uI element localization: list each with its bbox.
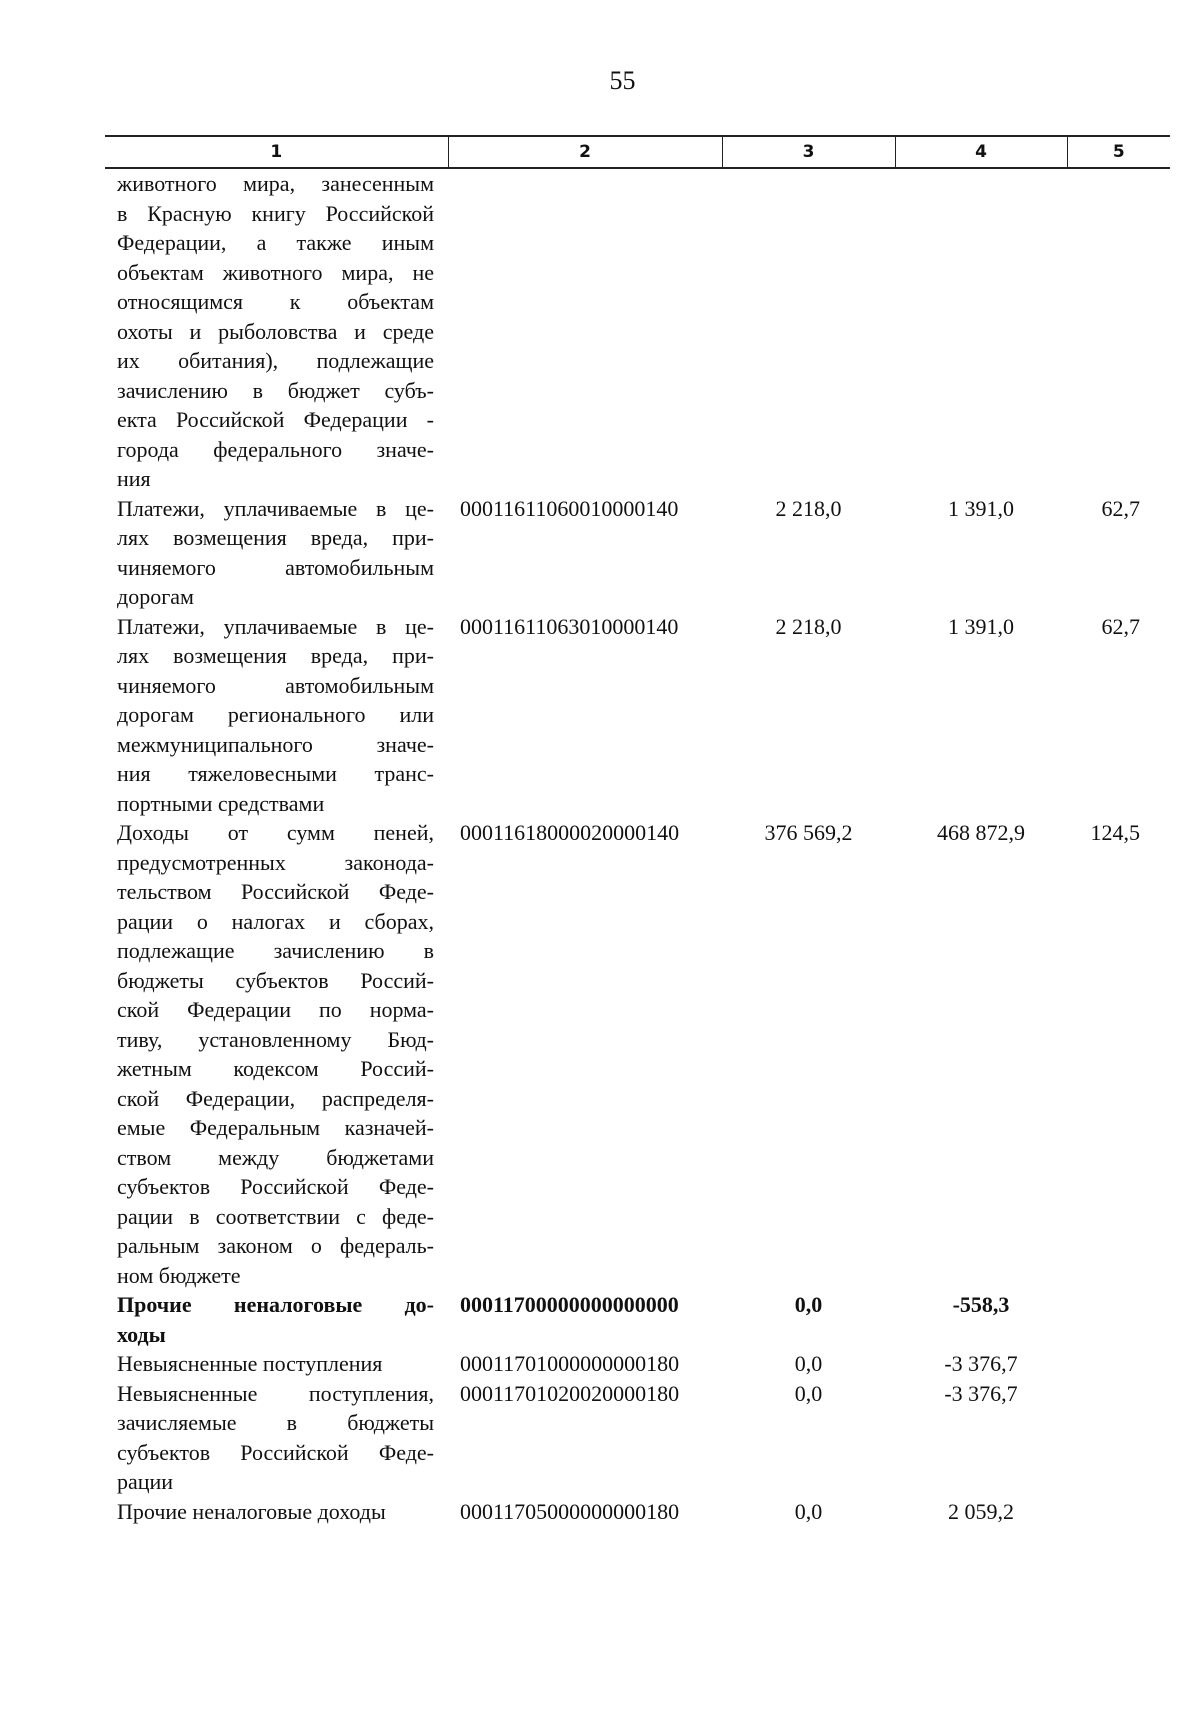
budget-code-cell	[448, 168, 722, 494]
revenue-name-line: подлежащие зачислению в	[117, 938, 434, 963]
revenue-name-line: животного мира, занесенным	[117, 171, 434, 196]
column-header-5: 5	[1067, 136, 1170, 168]
revenue-name-line: в Красную книгу Российской	[117, 200, 434, 226]
revenue-name-line: тельством Российской Феде-	[117, 879, 434, 904]
revenue-name-line: Прочие неналоговые до-	[117, 1292, 434, 1317]
revenue-name-line: города федерального значе-	[117, 436, 434, 462]
table-row	[105, 1290, 1170, 1349]
revenue-name-line: лях возмещения вреда, при-	[117, 525, 434, 550]
planned-amount-cell: 2 218,0	[775, 495, 842, 521]
revenue-name-line: объектам животного мира, не	[117, 259, 434, 285]
column-header-4: 4	[895, 136, 1067, 168]
column-header-3: 3	[722, 136, 895, 168]
actual-amount-cell: -3 376,7	[944, 1351, 1018, 1376]
revenue-name-line: бюджеты субъектов Россий-	[117, 967, 434, 993]
planned-amount-cell: 0,0	[794, 1351, 823, 1376]
actual-amount-cell	[895, 168, 1067, 494]
revenue-name-line: Федерации, а также иным	[117, 230, 434, 255]
revenue-name-cell	[105, 818, 448, 1290]
revenue-name-cell	[105, 1349, 448, 1379]
execution-percent-cell: 124,5	[1090, 820, 1140, 845]
revenue-name-line: чиняемого автомобильным	[117, 554, 434, 580]
execution-percent-cell	[1067, 1290, 1170, 1349]
table-row	[105, 1497, 1170, 1527]
actual-amount-cell: 1 391,0	[948, 613, 1014, 639]
column-header-1: 1	[105, 136, 448, 168]
revenue-name-line: ральным законом о федераль-	[117, 1233, 434, 1258]
revenue-name-line: относящимся к объектам	[117, 289, 434, 314]
table-row	[105, 168, 1170, 494]
revenue-name-line: межмуниципального значе-	[117, 731, 434, 757]
budget-code-cell: 00011611060010000140	[460, 495, 679, 521]
revenue-name-line: рации о налогах и сборах,	[117, 908, 434, 934]
revenue-name-line: ской Федерации по норма-	[117, 997, 434, 1022]
planned-amount-cell: 0,0	[794, 1380, 823, 1406]
revenue-name-line: дорогам	[117, 584, 194, 609]
revenue-name-line: их обитания), подлежащие	[117, 348, 434, 373]
revenue-name-line: Платежи, уплачиваемые в це-	[117, 495, 434, 521]
column-header-2: 2	[448, 136, 722, 168]
table-body	[105, 168, 1170, 1526]
revenue-name-cell	[105, 1497, 448, 1527]
revenue-name-cell	[105, 1379, 448, 1497]
revenue-name-cell	[105, 1290, 448, 1349]
revenue-name-line: чиняемого автомобильным	[117, 672, 434, 698]
revenue-name-line: емые Федеральным казначей-	[117, 1115, 434, 1140]
revenue-name-cell	[105, 612, 448, 819]
actual-amount-cell: -3 376,7	[944, 1380, 1018, 1406]
planned-amount-cell	[722, 168, 895, 494]
revenue-name-line: ния	[117, 466, 151, 491]
budget-code-cell: 00011701000000000180	[460, 1351, 680, 1376]
revenue-name-line: тиву, установленному Бюд-	[117, 1026, 434, 1052]
revenue-name-line: рации в соответствии с феде-	[117, 1203, 434, 1229]
revenue-name-line: Платежи, уплачиваемые в це-	[117, 613, 434, 639]
actual-amount-cell: 2 059,2	[948, 1498, 1014, 1524]
table-row	[105, 612, 1170, 819]
revenue-name-line: лях возмещения вреда, при-	[117, 643, 434, 668]
execution-percent-cell	[1067, 1379, 1170, 1497]
revenue-name-line: Невыясненные поступления,	[117, 1380, 434, 1406]
execution-percent-cell: 62,7	[1101, 495, 1140, 521]
actual-amount-cell: 468 872,9	[937, 820, 1025, 845]
revenue-name-line: жетным кодексом Россий-	[117, 1056, 434, 1081]
revenue-name-line: рации	[117, 1469, 174, 1494]
revenue-name-line: ством между бюджетами	[117, 1144, 434, 1170]
budget-code-cell: 00011705000000000180	[460, 1498, 680, 1524]
budget-code-cell: 00011611063010000140	[460, 613, 679, 639]
revenue-name-line: портными средствами	[117, 790, 325, 816]
revenue-name-line: зачисляемые в бюджеты	[117, 1410, 434, 1435]
table-row	[105, 818, 1170, 1290]
revenue-name-line: ния тяжеловесными транс-	[117, 761, 434, 786]
page-number: 55	[609, 66, 636, 95]
revenue-name-line: Доходы от сумм пеней,	[117, 820, 434, 845]
planned-amount-cell: 0,0	[794, 1292, 823, 1317]
revenue-name-line: ном бюджете	[117, 1262, 241, 1288]
revenue-name-line: дорогам регионального или	[117, 702, 434, 727]
revenue-name-line: ской Федерации, распределя-	[117, 1085, 434, 1111]
table-header-row	[105, 136, 1170, 168]
revenue-name-line: субъектов Российской Феде-	[117, 1439, 434, 1465]
execution-percent-cell: 62,7	[1101, 613, 1140, 639]
planned-amount-cell: 0,0	[794, 1498, 823, 1524]
table-row	[105, 1379, 1170, 1497]
revenue-name-line: охоты и рыболовства и среде	[117, 318, 434, 344]
budget-table-container	[105, 135, 1170, 1526]
execution-percent-cell	[1067, 1497, 1170, 1527]
planned-amount-cell: 2 218,0	[775, 613, 842, 639]
budget-code-cell: 00011618000020000140	[460, 820, 680, 845]
table-row	[105, 1349, 1170, 1379]
actual-amount-cell: 1 391,0	[948, 495, 1014, 521]
revenue-name-line: зачислению в бюджет субъ-	[117, 377, 434, 403]
budget-code-cell: 00011701020020000180	[460, 1380, 680, 1406]
table-row	[105, 494, 1170, 612]
revenue-name-cell	[105, 494, 448, 612]
execution-percent-cell	[1067, 168, 1170, 494]
revenue-name-line: предусмотренных законода-	[117, 849, 434, 875]
budget-revenue-table	[105, 135, 1170, 1526]
revenue-name-line: ходы	[117, 1321, 166, 1347]
revenue-name-cell	[105, 168, 448, 494]
revenue-name-line: Прочие неналоговые доходы	[117, 1498, 386, 1524]
revenue-name-line: Невыясненные поступления	[117, 1351, 383, 1376]
execution-percent-cell	[1067, 1349, 1170, 1379]
actual-amount-cell: -558,3	[952, 1292, 1010, 1317]
budget-code-cell: 00011700000000000000	[460, 1292, 679, 1317]
revenue-name-line: субъектов Российской Феде-	[117, 1174, 434, 1199]
revenue-name-line: екта Российской Федерации -	[117, 407, 434, 432]
planned-amount-cell: 376 569,2	[764, 820, 853, 845]
